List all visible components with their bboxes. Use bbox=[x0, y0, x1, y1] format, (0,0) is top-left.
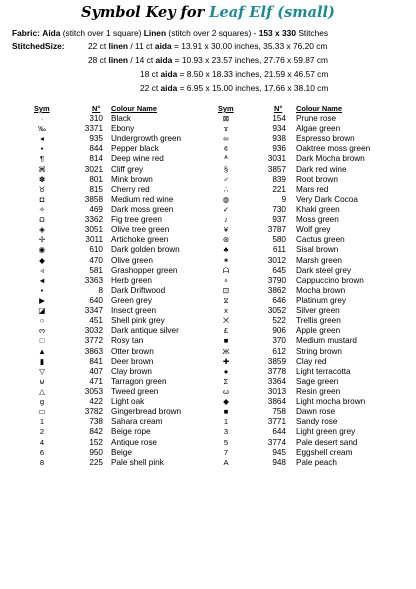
dmc-number: 948 bbox=[272, 457, 286, 467]
colour-key-table bbox=[0, 114, 416, 468]
dmc-number: 451 bbox=[89, 316, 103, 326]
dmc-number: 934 bbox=[272, 124, 286, 134]
symbol-icon: ▮ bbox=[39, 356, 45, 366]
colour-name: Insect green bbox=[111, 306, 157, 316]
colour-name: Dark red wine bbox=[296, 164, 347, 174]
size-dimensions: = 6.95 x 15.00 inches, 17.66 x 38.10 cm bbox=[179, 83, 329, 93]
page-title bbox=[0, 4, 416, 21]
dmc-number: 3347 bbox=[84, 306, 103, 316]
colour-name: Very Dark Cocoa bbox=[296, 194, 358, 204]
colour-name: Black bbox=[111, 114, 132, 123]
dmc-number: 3021 bbox=[84, 164, 103, 174]
dmc-number: 469 bbox=[89, 204, 103, 214]
size-dimensions: = 10.93 x 23.57 inches, 27.76 x 59.87 cm bbox=[174, 55, 329, 65]
size-fabric: linen bbox=[108, 55, 129, 65]
header-sym-left: Sym bbox=[34, 104, 50, 113]
dmc-number: 3053 bbox=[84, 386, 103, 396]
table-row bbox=[0, 377, 416, 387]
table-row bbox=[0, 306, 416, 316]
colour-name: Sage green bbox=[296, 376, 339, 386]
colour-name: Dark moss green bbox=[111, 204, 174, 214]
fabric-linen: Linen bbox=[143, 28, 167, 38]
symbol-icon: ▭ bbox=[38, 407, 46, 417]
colour-name: Light oak bbox=[111, 397, 145, 407]
colour-name: Prune rose bbox=[296, 114, 337, 123]
fabric-line bbox=[12, 28, 328, 38]
symbol-icon: Ж bbox=[222, 346, 230, 356]
colour-name: Olive tree green bbox=[111, 225, 170, 235]
symbol-icon: 1 bbox=[223, 417, 229, 427]
dmc-number: 3859 bbox=[267, 356, 286, 366]
symbol-icon: ◍ bbox=[222, 194, 230, 204]
symbol-icon: ♣ bbox=[223, 245, 229, 255]
symbol-icon: ⊡ bbox=[222, 285, 230, 295]
dmc-number: 612 bbox=[272, 346, 286, 356]
symbol-icon: ✢ bbox=[38, 235, 46, 245]
dmc-number: 3013 bbox=[267, 386, 286, 396]
table-row bbox=[0, 215, 416, 225]
symbol-icon: ◘ bbox=[39, 194, 45, 204]
table-row bbox=[0, 387, 416, 397]
symbol-icon: ⊌ bbox=[39, 376, 45, 386]
colour-name: Herb green bbox=[111, 275, 152, 285]
symbol-icon: 3 bbox=[223, 427, 229, 437]
size-count: / 14 ct bbox=[130, 55, 154, 65]
dmc-number: 938 bbox=[272, 134, 286, 144]
colour-name: Medium red wine bbox=[111, 194, 174, 204]
size-dimensions: = 13.91 x 30.00 inches, 35.33 x 76.20 cm bbox=[174, 41, 328, 51]
symbol-icon: ∞ bbox=[223, 134, 229, 144]
colour-name: Deep wine red bbox=[111, 154, 164, 164]
symbol-icon: ᗩ bbox=[222, 265, 230, 275]
dmc-number: 225 bbox=[89, 457, 103, 467]
symbol-icon: ⌘ bbox=[38, 164, 46, 174]
symbol-icon: • bbox=[40, 285, 44, 295]
colour-name: Beige rope bbox=[111, 427, 151, 437]
dmc-number: 3371 bbox=[84, 124, 103, 134]
table-row bbox=[0, 134, 416, 144]
symbol-icon: ■ bbox=[223, 407, 229, 417]
symbol-icon: ▽ bbox=[39, 366, 45, 376]
dmc-number: 3858 bbox=[84, 194, 103, 204]
dmc-number: 950 bbox=[89, 447, 103, 457]
colour-name: Mars red bbox=[296, 184, 329, 194]
colour-name: Shell pink grey bbox=[111, 316, 165, 326]
dmc-number: 154 bbox=[272, 114, 286, 123]
size-count: 22 ct bbox=[140, 83, 159, 93]
dmc-number: 522 bbox=[272, 316, 286, 326]
dmc-number: 3778 bbox=[267, 366, 286, 376]
symbol-icon: ◃ bbox=[40, 265, 44, 275]
symbol-icon: § bbox=[223, 164, 229, 174]
table-row bbox=[0, 336, 416, 346]
symbol-icon: ♪ bbox=[224, 215, 228, 225]
dmc-number: 3862 bbox=[267, 285, 286, 295]
table-row bbox=[0, 235, 416, 245]
table-row bbox=[0, 427, 416, 437]
symbol-icon: ⊛ bbox=[222, 235, 230, 245]
table-row bbox=[0, 357, 416, 367]
colour-name: Grashopper green bbox=[111, 265, 178, 275]
colour-name: Clay brown bbox=[111, 366, 152, 376]
symbol-icon: 1 bbox=[39, 417, 45, 427]
symbol-icon: ✶ bbox=[222, 255, 230, 265]
size-line bbox=[140, 83, 328, 93]
colour-name: Artichoke green bbox=[111, 235, 169, 245]
symbol-icon: ◆ bbox=[223, 397, 229, 407]
header-num-left: N° bbox=[92, 104, 101, 113]
colour-name: Wolf grey bbox=[296, 225, 331, 235]
dmc-number: 581 bbox=[89, 265, 103, 275]
colour-name: Khaki green bbox=[296, 204, 340, 214]
dmc-number: 9 bbox=[281, 194, 286, 204]
dmc-number: 815 bbox=[89, 184, 103, 194]
dmc-number: 3771 bbox=[267, 417, 286, 427]
dmc-number: 906 bbox=[272, 326, 286, 336]
colour-name: Medium mustard bbox=[296, 336, 357, 346]
dmc-number: 3362 bbox=[84, 215, 103, 225]
symbol-icon: ‰ bbox=[38, 124, 46, 134]
fabric-aida-note: (stitch over 1 square) bbox=[62, 28, 142, 38]
table-row bbox=[0, 165, 416, 175]
table-row bbox=[0, 326, 416, 336]
symbol-icon: ◆ bbox=[39, 255, 45, 265]
table-row bbox=[0, 316, 416, 326]
colour-name: Cherry red bbox=[111, 184, 150, 194]
dmc-number: 3782 bbox=[84, 407, 103, 417]
size-fabric: linen bbox=[108, 41, 129, 51]
colour-name: Dark Mocha brown bbox=[296, 154, 365, 164]
colour-name: Fig tree green bbox=[111, 215, 162, 225]
dmc-number: 3364 bbox=[267, 376, 286, 386]
symbol-icon: ო bbox=[39, 326, 45, 336]
dmc-number: 610 bbox=[89, 245, 103, 255]
colour-name: String brown bbox=[296, 346, 342, 356]
dmc-number: 644 bbox=[272, 427, 286, 437]
table-row bbox=[0, 276, 416, 286]
dmc-number: 645 bbox=[272, 265, 286, 275]
symbol-icon: ■ bbox=[223, 336, 229, 346]
symbol-icon: △ bbox=[39, 386, 45, 396]
symbol-icon: □ bbox=[39, 336, 45, 346]
symbol-icon: ϫ bbox=[223, 124, 229, 134]
header-sym-right: Sym bbox=[218, 104, 234, 113]
colour-name: Dawn rose bbox=[296, 407, 336, 417]
dmc-number: 471 bbox=[89, 376, 103, 386]
symbol-icon: £ bbox=[223, 326, 229, 336]
symbol-icon: A bbox=[223, 457, 229, 467]
colour-name: Algae green bbox=[296, 124, 341, 134]
symbol-icon: ⧖ bbox=[223, 295, 229, 305]
colour-name: Rosy tan bbox=[111, 336, 144, 346]
dmc-number: 738 bbox=[89, 417, 103, 427]
stitched-size-label: StitchedSize: bbox=[12, 41, 65, 51]
pattern-name: Leaf Elf (small) bbox=[209, 4, 335, 21]
symbol-icon: ✧ bbox=[38, 204, 46, 214]
size-line bbox=[140, 69, 328, 79]
table-row bbox=[0, 225, 416, 235]
dmc-number: 3031 bbox=[267, 154, 286, 164]
dmc-number: 937 bbox=[272, 215, 286, 225]
dmc-number: 3051 bbox=[84, 225, 103, 235]
colour-name: Oaktree moss green bbox=[296, 144, 371, 154]
dmc-number: 730 bbox=[272, 204, 286, 214]
header-num-right: N° bbox=[274, 104, 283, 113]
dmc-number: 841 bbox=[89, 356, 103, 366]
stitch-count: 153 x 330 bbox=[258, 28, 296, 38]
symbol-icon: ♂ bbox=[223, 174, 229, 184]
dmc-number: 3864 bbox=[267, 397, 286, 407]
symbol-icon: 7 bbox=[223, 447, 229, 457]
symbol-icon: · bbox=[40, 114, 44, 123]
table-row bbox=[0, 245, 416, 255]
dmc-number: 758 bbox=[272, 407, 286, 417]
colour-name: Ebony bbox=[111, 124, 135, 134]
dmc-number: 814 bbox=[89, 154, 103, 164]
size-line bbox=[88, 41, 327, 51]
size-fabric: aida bbox=[160, 69, 178, 79]
symbol-icon: ◪ bbox=[38, 306, 46, 316]
colour-name: Cappuccino brown bbox=[296, 275, 364, 285]
symbol-icon: 6 bbox=[39, 447, 45, 457]
size-fabric: aida bbox=[160, 83, 178, 93]
symbol-icon: ♉ bbox=[38, 184, 46, 194]
colour-name: Espresso brown bbox=[296, 134, 355, 144]
dmc-number: 470 bbox=[89, 255, 103, 265]
colour-name: Dark steel grey bbox=[296, 265, 352, 275]
size-dimensions: = 8.50 x 18.33 inches, 21.59 x 46.57 cm bbox=[179, 69, 329, 79]
table-row bbox=[0, 397, 416, 407]
size-count: 22 ct bbox=[88, 41, 107, 51]
dmc-number: 3052 bbox=[267, 306, 286, 316]
fabric-aida: Aida bbox=[42, 28, 61, 38]
fabric-linen-note: (stitch over 2 squares) bbox=[168, 28, 252, 38]
symbol-icon: 5 bbox=[223, 437, 229, 447]
symbol-icon: x bbox=[224, 306, 228, 316]
colour-name: Sahara cream bbox=[111, 417, 163, 427]
size-count: 28 ct bbox=[88, 55, 107, 65]
header-name-left: Colour Name bbox=[111, 104, 157, 113]
colour-name: Trellis green bbox=[296, 316, 341, 326]
symbol-icon: ● bbox=[223, 366, 229, 376]
symbol-icon: ∘ bbox=[223, 275, 229, 285]
dmc-number: 3772 bbox=[84, 336, 103, 346]
symbol-icon: ✚ bbox=[222, 356, 230, 366]
dmc-number: 842 bbox=[89, 427, 103, 437]
colour-name: Tweed green bbox=[111, 386, 159, 396]
symbol-icon: 2 bbox=[39, 427, 45, 437]
symbol-icon: ✽ bbox=[38, 174, 46, 184]
dmc-number: 844 bbox=[89, 144, 103, 154]
size-count: / 11 ct bbox=[130, 41, 153, 51]
symbol-icon: Σ bbox=[223, 376, 229, 386]
table-row bbox=[0, 417, 416, 427]
dmc-number: 3011 bbox=[85, 235, 103, 245]
dmc-number: 3363 bbox=[84, 275, 103, 285]
colour-name: Platinum grey bbox=[296, 295, 347, 305]
table-row bbox=[0, 256, 416, 266]
table-row bbox=[0, 407, 416, 417]
colour-name: Tarragon green bbox=[111, 376, 167, 386]
colour-name: Cactus green bbox=[296, 235, 345, 245]
symbol-icon: ◂ bbox=[40, 134, 44, 144]
symbol-icon: ✓ bbox=[222, 204, 230, 214]
dmc-number: 8 bbox=[98, 285, 103, 295]
symbol-icon: ¥ bbox=[223, 225, 229, 235]
dmc-number: 945 bbox=[272, 447, 286, 457]
title-prefix: Symbol Key for bbox=[81, 4, 205, 21]
colour-name: Root brown bbox=[296, 174, 338, 184]
table-row bbox=[0, 367, 416, 377]
colour-name: Undergrowth green bbox=[111, 134, 182, 144]
dmc-number: 611 bbox=[272, 245, 286, 255]
symbol-icon: ▲ bbox=[38, 346, 46, 356]
size-fabric: aida bbox=[154, 41, 172, 51]
symbol-icon: ○ bbox=[39, 316, 45, 326]
dmc-number: 935 bbox=[89, 134, 103, 144]
colour-name: Light mocha brown bbox=[296, 397, 366, 407]
dmc-number: 370 bbox=[272, 336, 286, 346]
dmc-number: 839 bbox=[272, 174, 286, 184]
symbol-icon: ⊠ bbox=[222, 114, 230, 123]
colour-name: Antique rose bbox=[111, 437, 157, 447]
stitch-count-label: Stitches bbox=[298, 28, 329, 38]
colour-name: Cliff grey bbox=[111, 164, 144, 174]
size-line bbox=[88, 55, 328, 65]
dmc-number: 152 bbox=[89, 437, 103, 447]
colour-name: Dark Driftwood bbox=[111, 285, 166, 295]
symbol-icon: ¶ bbox=[39, 154, 45, 164]
colour-name: Beige bbox=[111, 447, 132, 457]
symbol-icon: ▶ bbox=[39, 295, 45, 305]
dmc-number: 3012 bbox=[267, 255, 286, 265]
dmc-number: 422 bbox=[89, 397, 103, 407]
symbol-icon: ◄ bbox=[38, 275, 46, 285]
table-row bbox=[0, 205, 416, 215]
colour-name: Gingerbread brown bbox=[111, 407, 182, 417]
colour-name: Pepper black bbox=[111, 144, 159, 154]
table-row bbox=[0, 185, 416, 195]
dmc-number: 221 bbox=[272, 184, 286, 194]
colour-name: Pale desert sand bbox=[296, 437, 358, 447]
colour-name: Light terracotta bbox=[296, 366, 351, 376]
symbol-icon: ▪ bbox=[40, 144, 44, 154]
table-row bbox=[0, 124, 416, 134]
header-name-right: Colour Name bbox=[296, 104, 342, 113]
symbol-icon: ◉ bbox=[38, 245, 46, 255]
dmc-number: 936 bbox=[272, 144, 286, 154]
size-count: 18 ct bbox=[140, 69, 159, 79]
colour-name: Silver green bbox=[296, 306, 340, 316]
colour-name: Mink brown bbox=[111, 174, 153, 184]
size-fabric: aida bbox=[155, 55, 173, 65]
symbol-icon: g bbox=[39, 397, 45, 407]
dmc-number: 801 bbox=[89, 174, 103, 184]
dmc-number: 3787 bbox=[267, 225, 286, 235]
table-row bbox=[0, 154, 416, 164]
symbol-icon: ω bbox=[223, 386, 229, 396]
dmc-number: 646 bbox=[272, 295, 286, 305]
dmc-number: 3790 bbox=[267, 275, 286, 285]
colour-name: Moss green bbox=[296, 215, 339, 225]
symbol-icon: ∴ bbox=[223, 184, 229, 194]
fabric-label: Fabric: bbox=[12, 28, 40, 38]
colour-name: Pale peach bbox=[296, 457, 337, 467]
symbol-icon: ¢ bbox=[223, 144, 229, 154]
colour-name: Otter brown bbox=[111, 346, 154, 356]
dmc-number: 580 bbox=[272, 235, 286, 245]
colour-name: Dark antique silver bbox=[111, 326, 179, 336]
table-row bbox=[0, 347, 416, 357]
colour-name: Green grey bbox=[111, 295, 152, 305]
table-row bbox=[0, 266, 416, 276]
colour-name: Deer brown bbox=[111, 356, 154, 366]
colour-name: Sandy rose bbox=[296, 417, 338, 427]
colour-name: Apple green bbox=[296, 326, 341, 336]
dmc-number: 3863 bbox=[84, 346, 103, 356]
table-row bbox=[0, 458, 416, 468]
table-row bbox=[0, 286, 416, 296]
dmc-number: 310 bbox=[89, 114, 103, 123]
colour-name: Clay red bbox=[296, 356, 327, 366]
table-row bbox=[0, 114, 416, 124]
symbol-icon: ⨉ bbox=[222, 316, 230, 326]
dmc-number: 3032 bbox=[84, 326, 103, 336]
symbol-icon: 4 bbox=[39, 437, 45, 447]
colour-name: Resin green bbox=[296, 386, 341, 396]
table-row bbox=[0, 296, 416, 306]
dmc-number: 3857 bbox=[267, 164, 286, 174]
dmc-number: 407 bbox=[89, 366, 103, 376]
colour-name: Eggshell cream bbox=[296, 447, 353, 457]
colour-name: Pale shell pink bbox=[111, 457, 164, 467]
table-row bbox=[0, 144, 416, 154]
colour-name: Sisal brown bbox=[296, 245, 339, 255]
symbol-icon: ◈ bbox=[39, 225, 45, 235]
symbol-icon: 8 bbox=[39, 457, 45, 467]
dmc-number: 3774 bbox=[267, 437, 286, 447]
table-row bbox=[0, 448, 416, 458]
colour-name: Light green grey bbox=[296, 427, 356, 437]
table-row bbox=[0, 195, 416, 205]
colour-name: Mocha brown bbox=[296, 285, 346, 295]
dmc-number: 640 bbox=[89, 295, 103, 305]
colour-name: Olive green bbox=[111, 255, 153, 265]
table-row bbox=[0, 438, 416, 448]
colour-name: Marsh green bbox=[296, 255, 342, 265]
colour-name: Dark golden brown bbox=[111, 245, 180, 255]
symbol-icon: Ω bbox=[39, 215, 45, 225]
symbol-icon: ᴬ bbox=[224, 154, 228, 164]
fabric-separator: - bbox=[253, 28, 257, 38]
table-row bbox=[0, 175, 416, 185]
